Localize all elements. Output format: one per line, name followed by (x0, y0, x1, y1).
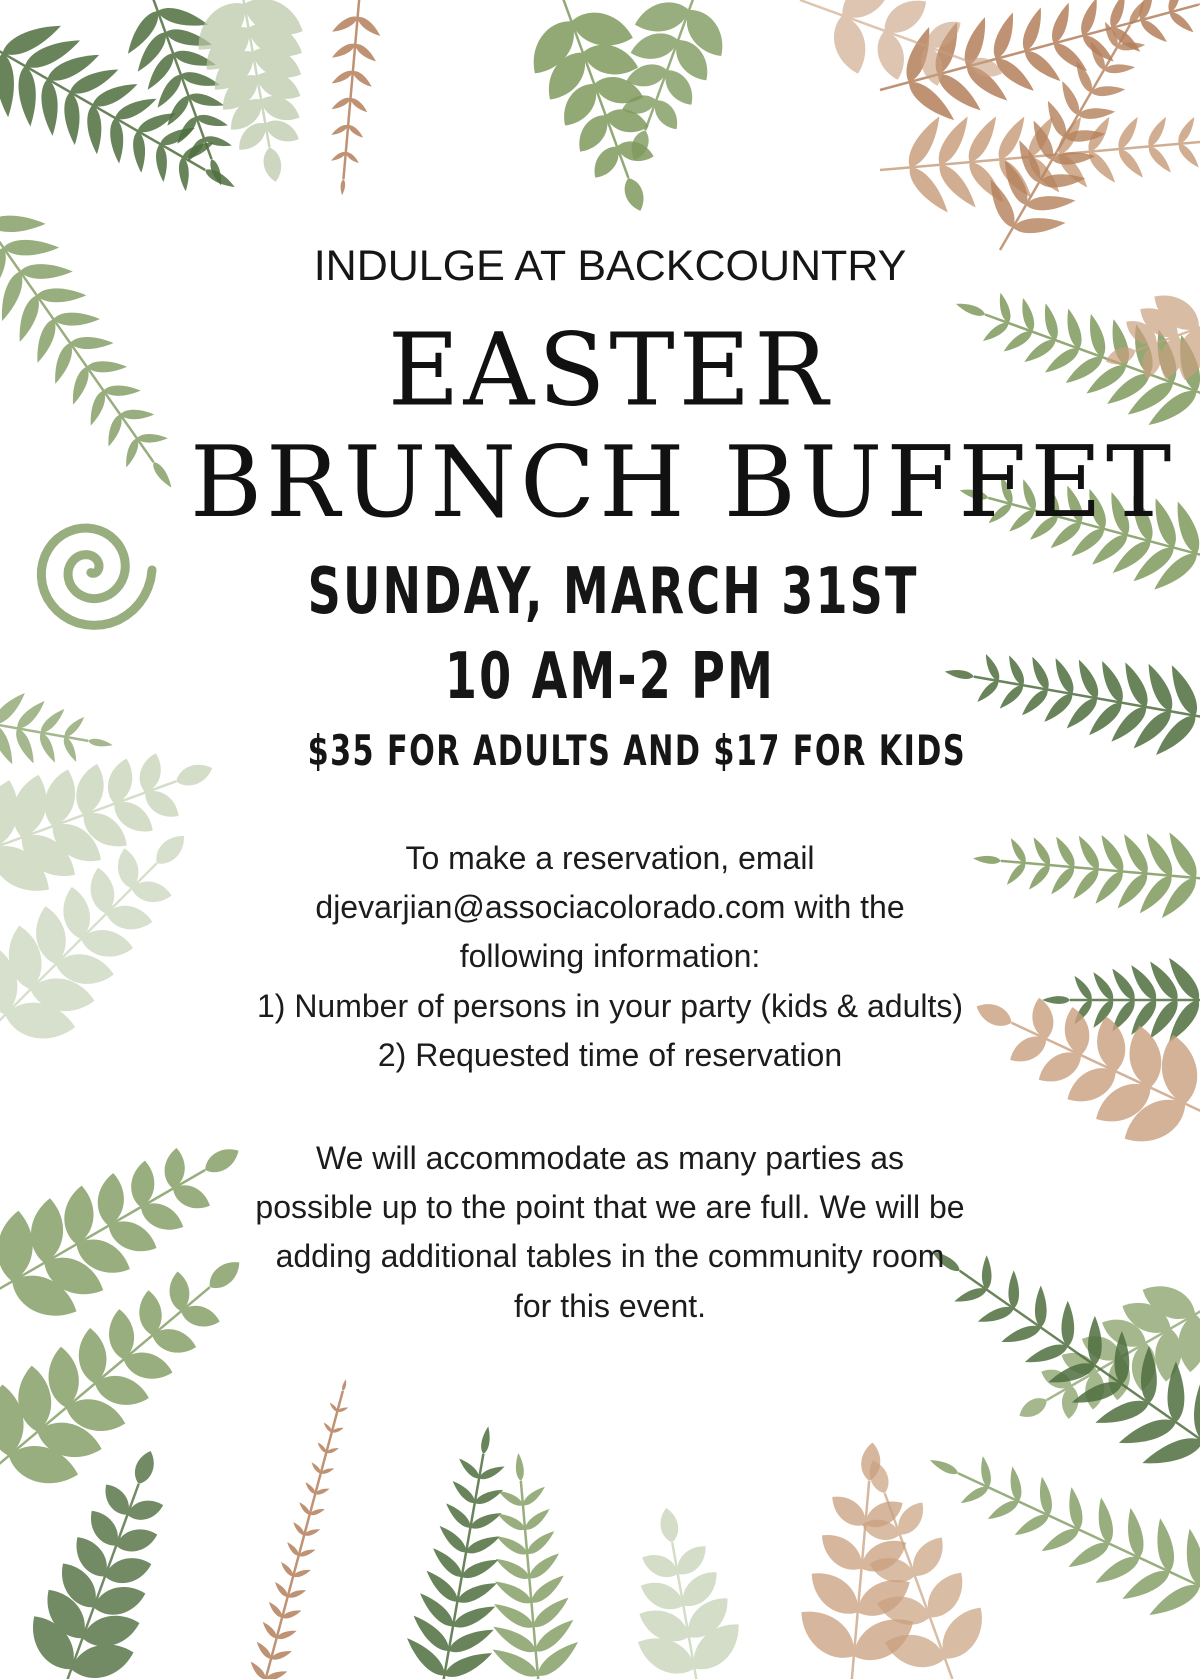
reservation-email-line: djevarjian@associacolorado.com with the (315, 889, 905, 925)
reservation-line: following information: (459, 938, 761, 974)
reservation-requirement-2: 2) Requested time of reservation (377, 1037, 843, 1073)
note-line: for this event. (513, 1288, 707, 1324)
event-title-line-2: BRUNCH BUFFET (190, 426, 1176, 540)
event-title-line-1: EASTER (387, 312, 833, 430)
note-line: We will accommodate as many parties as (315, 1140, 905, 1176)
reservation-line: To make a reservation, email (405, 840, 815, 876)
event-date: SUNDAY, MARCH 31ST (307, 555, 919, 629)
note-line: adding additional tables in the community room (275, 1238, 945, 1274)
event-price: $35 FOR ADULTS AND $17 FOR KIDS (307, 726, 967, 775)
event-subtitle: INDULGE AT BACKCOUNTRY (313, 242, 907, 290)
note-line: possible up to the point that we are full. We will be (255, 1189, 965, 1225)
event-time: 10 AM-2 PM (444, 640, 776, 714)
reservation-requirement-1: 1) Number of persons in your party (kids & adults) (256, 988, 964, 1024)
